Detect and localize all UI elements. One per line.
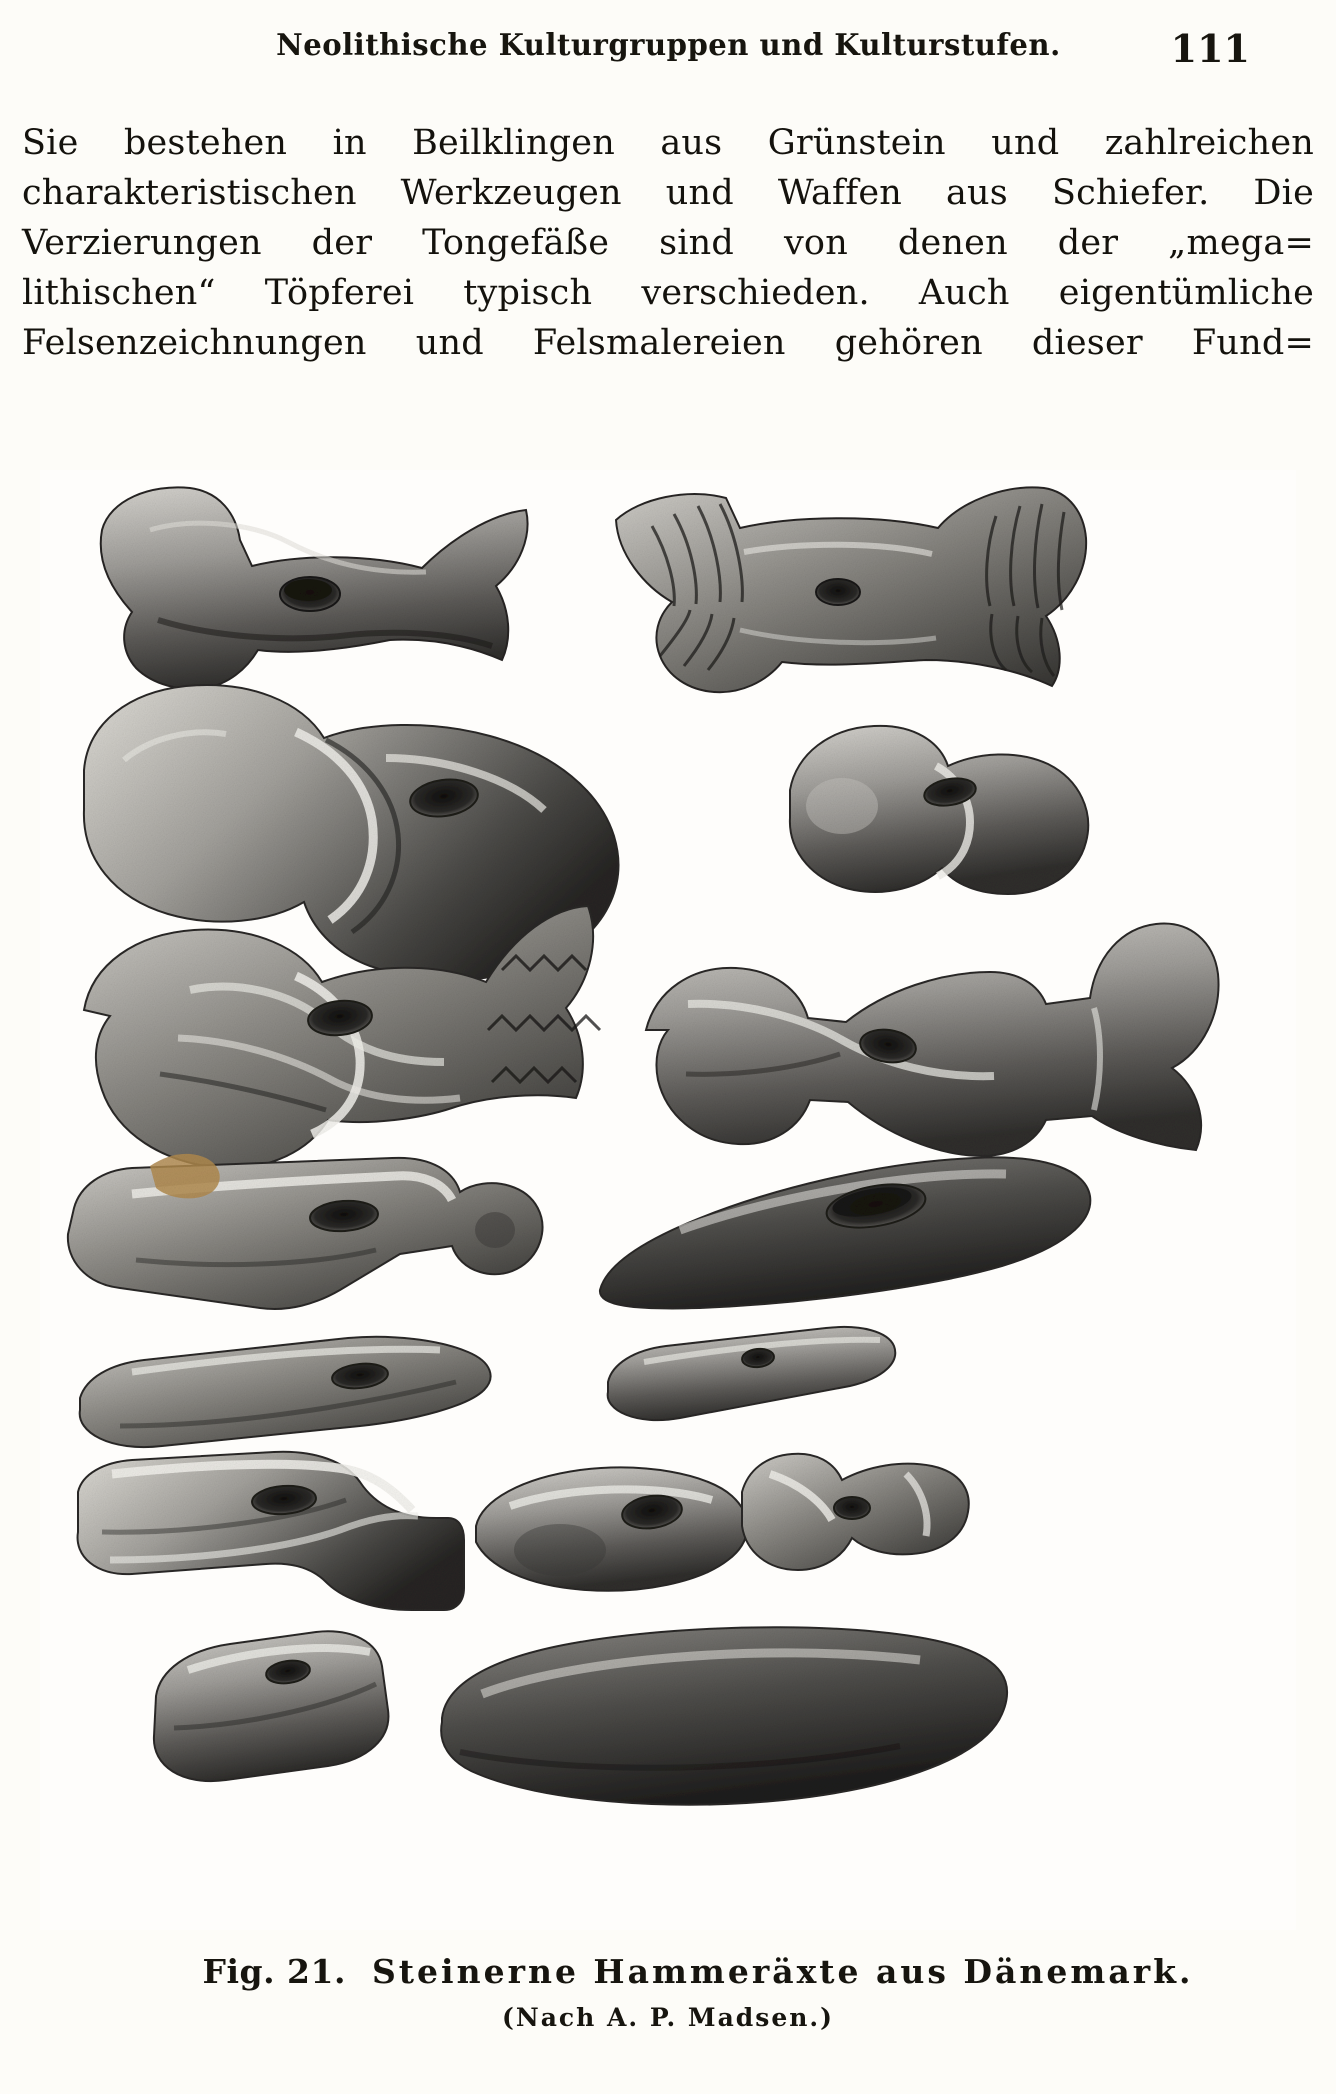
artifact-double-edged-hammer-axe — [101, 487, 528, 689]
figure-title: Steinerne Hammeräxte aus Dänemark. — [371, 1952, 1194, 1991]
figure-number: Fig. 21. — [202, 1952, 346, 1991]
artifact-flared-butt-hammer-axe — [646, 924, 1219, 1156]
artifact-large-polished-axe-blade — [441, 1627, 1007, 1804]
artifact-fluted-hammer-axe — [616, 487, 1086, 692]
body-line-4: lithischen“ Töpferei typisch verschieden. Auch eigentümliche — [22, 273, 1314, 313]
figure-plate — [40, 470, 1296, 1930]
artifact-rectangular-hammer-axe — [78, 1452, 464, 1610]
body-line-2: charakteristischen Werkzeugen und Waffen aus Schiefer. Die — [22, 173, 1314, 213]
page-number: 111 — [1170, 26, 1250, 71]
artifact-small-shaft-hole-axe — [608, 1327, 896, 1420]
figure-caption-main — [0, 1952, 1336, 1991]
running-head — [0, 28, 1336, 80]
artifact-pick-shaped-hammer-axe — [68, 1154, 543, 1309]
stone-axes-illustration — [40, 470, 1296, 1930]
body-line-3: Verzierungen der Tongefäße sind von denen der „mega= — [22, 223, 1314, 263]
body-line-5: Felsenzeichnungen und Felsmalereien gehören dieser Fund= — [22, 323, 1314, 363]
artifact-curved-back-hammer-axe — [600, 1157, 1090, 1308]
body-line-1: Sie bestehen in Beilklingen aus Grünstein und zahlreichen — [22, 123, 1314, 163]
artifact-rounded-hammer-head — [476, 1468, 747, 1591]
artifact-waisted-hammer-head — [742, 1454, 969, 1570]
figure-image — [40, 470, 1296, 1930]
artifact-small-block-hammer — [154, 1631, 389, 1781]
running-head-title: Neolithische Kulturgruppen und Kulturstufen. — [275, 28, 1061, 63]
figure-caption — [0, 1952, 1336, 2032]
artifact-small-knobbed-hammer-axe — [790, 726, 1088, 894]
figure-source: (Nach A. P. Madsen.) — [502, 2003, 834, 2032]
artifact-elongated-wedge-axe — [80, 1337, 491, 1447]
body-paragraph — [22, 118, 1314, 368]
